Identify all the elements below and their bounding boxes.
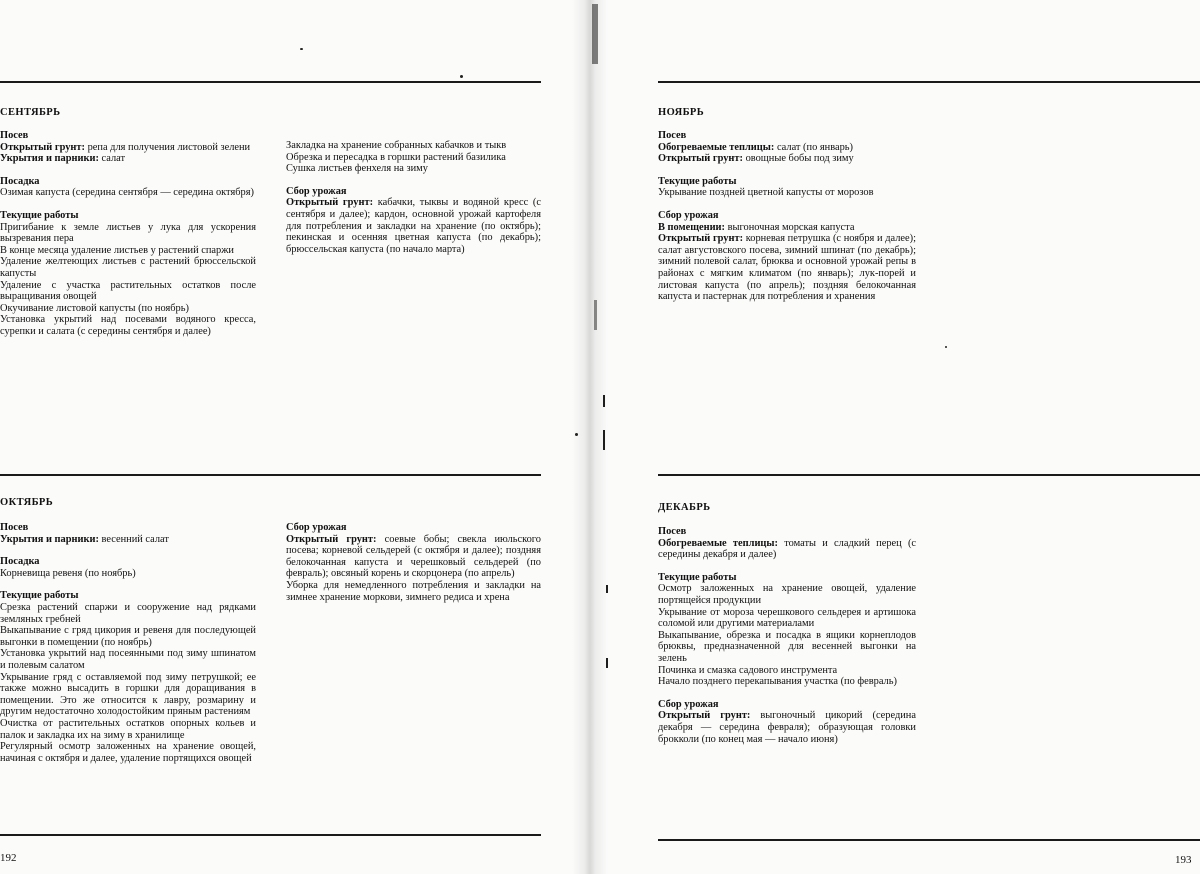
top-rule: [0, 81, 541, 83]
entry-label: Обогреваемые теплицы:: [658, 141, 775, 153]
entry-text: В конце месяца удаление листьев у растений спаржи: [0, 244, 234, 256]
entry-text: Пригибание к земле листьев у лука для ускорения вызревания пера: [0, 221, 256, 245]
entry-line: [0, 222, 256, 245]
month-title-december: ДЕКАБРЬ: [658, 502, 711, 513]
entry-text: томаты и сладкий перец (с середины декабря и далее): [658, 537, 917, 561]
entry-line: [658, 142, 916, 154]
section-heading: Текущие работы: [0, 590, 79, 602]
entry-label: Открытый грунт:: [286, 197, 374, 209]
entry-text: Окучивание листовой капусты (по ноябрь): [0, 302, 189, 314]
bottom-rule: [658, 839, 1200, 841]
entry-text: Удаление желтеющих листьев с растений брюссельской капусты: [0, 256, 256, 279]
entry-text: Регулярный осмотр заложенных на хранение овощей, начиная с октября и далее, удаление портящихся овощей: [0, 741, 256, 764]
entry-line: [658, 630, 916, 665]
section-heading: Сбор урожая: [286, 185, 347, 197]
section-heading: Текущие работы: [658, 175, 737, 187]
top-rule: [658, 81, 1200, 83]
entry-text: выгоночный цикорий (середина декабря — середина февраля); образующая головки брокколи (по конец мая — начало июня): [658, 710, 916, 745]
page-number-right: 193: [1175, 854, 1192, 866]
entry-line: [0, 568, 256, 580]
entry-label: Укрытия и парники:: [0, 153, 99, 165]
page-number-left: 192: [0, 852, 17, 864]
entry-text: Починка и смазка садового инструмента: [658, 664, 838, 676]
november-col1: [658, 130, 916, 303]
month-title-october: ОКТЯБРЬ: [0, 497, 54, 508]
entry-line: [286, 534, 541, 580]
month-title-september: СЕНТЯБРЬ: [0, 107, 61, 118]
entry-text: салат (по январь): [774, 141, 853, 153]
entry-line: [658, 222, 916, 234]
entry-label: В помещении:: [658, 221, 726, 233]
entry-text: выгоночная морская капуста: [725, 221, 855, 233]
entry-line: [286, 197, 541, 255]
entry-line: [0, 648, 256, 671]
entry-line: [0, 718, 256, 741]
entry-line: [658, 153, 916, 165]
bottom-rule: [0, 834, 541, 836]
entry-line: [0, 153, 256, 165]
entry-line: [0, 187, 256, 199]
entry-label: Открытый грунт:: [658, 153, 743, 165]
section-heading: Посев: [0, 130, 29, 141]
entry-text: Укрывание от мороза черешкового сельдерея и артишока соломой или другими материалами: [658, 606, 916, 630]
entry-line: [0, 256, 256, 279]
section-heading: Посадка: [0, 556, 40, 568]
entry-text: Сушка листьев фенхеля на зиму: [286, 163, 428, 175]
entry-text: Очистка от растительных остатков опорных кольев и палок и закладка их на зиму в хранилище: [0, 717, 256, 741]
section-heading: Посадка: [0, 175, 40, 187]
right-page: [585, 0, 1200, 874]
entry-line: [286, 140, 541, 152]
september-col2: [286, 140, 541, 255]
section-heading: Посев: [658, 130, 687, 141]
entry-line: [286, 152, 541, 164]
entry-text: Укрывание гряд с оставляемой под зиму петрушкой; ее также можно высадить в горшки для доращивания в помещении. Это же относится к лавру, розмарину и другим недостаточно холодостойким пряным растениям: [0, 671, 256, 718]
december-col1: [658, 526, 916, 745]
entry-line: [0, 245, 256, 257]
september-col1: [0, 130, 256, 338]
entry-text: корневая петрушка (с ноября и далее); салат августовского посева, зимний шпинат (по декабрь); зимний полевой салат, брюква и основной урожай репы в районах с мягким климатом (по январь); лук-порей и листовая капуста (по апрель); поздняя белокочанная капуста и пастернак для потребления и хранения: [658, 233, 916, 303]
october-col1: [0, 522, 256, 764]
entry-text: репа для получения листовой зелени: [84, 141, 251, 153]
entry-text: кабачки, тыквы и водяной кресс (с сентября и далее); кардон, основной урожай картофеля для потребления и закладки на хранение (по октябрь); пекинская и осенняя цветная капуста (по декабрь); брюссельская капуста (по начало марта): [286, 197, 541, 255]
entry-text: Уборка для немедленного потребления и закладки на зимнее хранение моркови, зимнего редиса и хрена: [286, 579, 541, 603]
entry-text: Установка укрытий над посевами водяного кресса, сурепки и салата (с середины сентября и далее): [0, 314, 256, 337]
entry-line: [658, 187, 916, 199]
entry-line: [0, 314, 256, 337]
entry-line: [0, 625, 256, 648]
entry-line: [658, 710, 916, 745]
section-heading: Сбор урожая: [286, 522, 347, 533]
entry-text: салат: [98, 153, 126, 165]
entry-label: Открытый грунт:: [286, 533, 377, 545]
entry-line: [0, 303, 256, 315]
entry-line: [0, 142, 256, 154]
entry-text: соевые бобы; свекла июльского посева; корневой сельдерей (с октября и далее); поздняя белокочанная капуста и черешковый сельдерей (по февраль); овсяный корень и скорцонера (по апрель): [286, 533, 541, 580]
entry-line: [0, 672, 256, 718]
section-heading: Текущие работы: [0, 209, 79, 221]
entry-line: [0, 280, 256, 303]
entry-text: Выкапывание с гряд цикория и ревеня для последующей выгонки в помещении (по ноябрь): [0, 625, 256, 648]
entry-text: Удаление с участка растительных остатков после выращивания овощей: [0, 279, 256, 303]
entry-text: Выкапывание, обрезка и посадка в ящики корнеплодов брюквы, предназначенной для весенней выгонки на зелень: [658, 629, 916, 664]
entry-line: [658, 538, 916, 561]
entry-line: [0, 602, 256, 625]
entry-text: Закладка на хранение собранных кабачков и тыкв: [286, 140, 507, 151]
entry-label: Открытый грунт:: [658, 233, 744, 245]
left-page: [0, 0, 585, 874]
entry-text: Осмотр заложенных на хранение овощей, удаление портящейся продукции: [658, 583, 916, 606]
entry-line: [286, 163, 541, 175]
entry-text: Начало позднего перекапывания участка (по февраль): [658, 676, 897, 688]
entry-label: Открытый грунт:: [0, 141, 85, 153]
entry-line: [658, 665, 916, 677]
entry-line: [658, 233, 916, 303]
entry-text: Укрывание поздней цветной капусты от морозов: [658, 187, 874, 199]
section-heading: Посев: [0, 522, 29, 533]
entry-line: [658, 583, 916, 606]
entry-label: Укрытия и парники:: [0, 533, 99, 545]
section-heading: Посев: [658, 526, 687, 537]
entry-text: Срезка растений спаржи и сооружение над рядками земляных гребней: [0, 601, 256, 625]
entry-label: Обогреваемые теплицы:: [658, 537, 778, 549]
month-title-november: НОЯБРЬ: [658, 107, 705, 118]
entry-line: [286, 580, 541, 603]
entry-text: Установка укрытий над посеянными под зиму шпинатом и полевым салатом: [0, 648, 256, 671]
entry-line: [0, 741, 256, 764]
entry-text: Корневища ревеня (по ноябрь): [0, 567, 136, 579]
middle-rule: [0, 474, 541, 476]
entry-text: Обрезка и пересадка в горшки растений базилика: [286, 151, 506, 163]
entry-line: [658, 676, 916, 688]
entry-text: весенний салат: [98, 533, 169, 545]
section-heading: Сбор урожая: [658, 698, 719, 710]
entry-text: овощные бобы под зиму: [742, 153, 854, 165]
entry-label: Открытый грунт:: [658, 710, 751, 722]
entry-line: [658, 607, 916, 630]
october-col2: [286, 522, 541, 603]
middle-rule: [658, 474, 1200, 476]
entry-text: Озимая капуста (середина сентября — середина октября): [0, 187, 254, 199]
entry-line: [0, 534, 256, 546]
section-heading: Сбор урожая: [658, 209, 719, 221]
section-heading: Текущие работы: [658, 571, 737, 583]
